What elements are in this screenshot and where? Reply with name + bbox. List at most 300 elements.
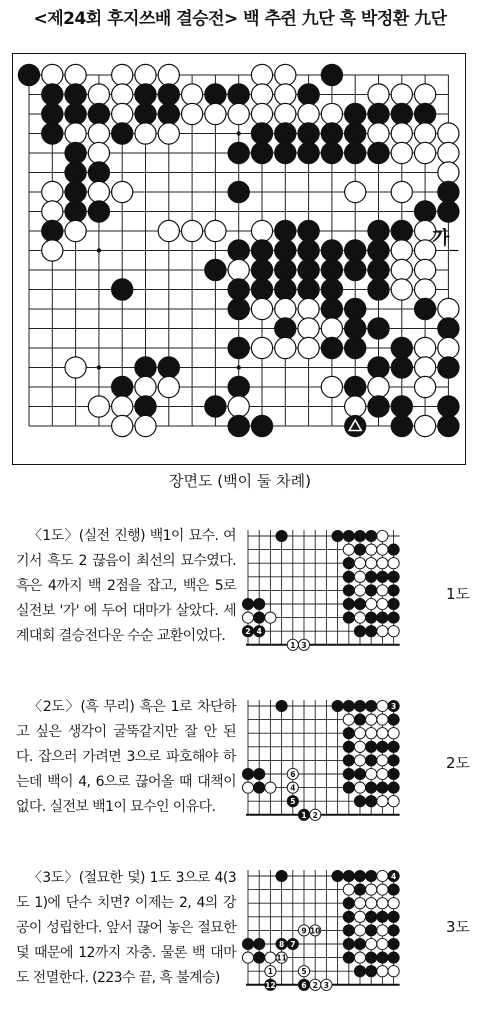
- white-stone: [275, 103, 296, 124]
- black-stone: [321, 142, 342, 163]
- black-stone: [391, 103, 412, 124]
- black-stone: [366, 952, 377, 963]
- main-go-board: [12, 53, 466, 465]
- black-stone: [251, 123, 272, 144]
- move-number: 5: [301, 967, 307, 977]
- black-stone: [298, 220, 319, 241]
- white-stone: [298, 337, 319, 358]
- black-stone: [254, 938, 265, 949]
- black-stone: [415, 298, 436, 319]
- white-stone: [228, 103, 249, 124]
- white-stone: [391, 279, 412, 300]
- move-number: 11: [276, 953, 287, 963]
- white-stone: [65, 220, 86, 241]
- black-stone: [275, 220, 296, 241]
- black-stone: [343, 598, 354, 609]
- black-stone: [366, 700, 377, 711]
- black-stone: [343, 585, 354, 596]
- white-stone: [377, 925, 388, 936]
- black-stone: [205, 84, 226, 105]
- white-stone: [368, 376, 389, 397]
- black-stone: [343, 530, 354, 541]
- white-stone: [265, 612, 276, 623]
- move-number: 1: [267, 967, 274, 977]
- black-stone: [388, 598, 399, 609]
- white-stone: [415, 123, 436, 144]
- black-stone: [298, 259, 319, 280]
- black-stone: [354, 966, 365, 977]
- black-stone: [254, 952, 265, 963]
- white-stone: [275, 84, 296, 105]
- star-point: [237, 365, 241, 369]
- black-stone: [343, 768, 354, 779]
- white-stone: [242, 612, 253, 623]
- black-stone: [368, 396, 389, 417]
- white-stone: [135, 64, 156, 85]
- white-stone: [88, 181, 109, 202]
- black-stone: [345, 259, 366, 280]
- white-stone: [205, 103, 226, 124]
- white-stone: [388, 898, 399, 909]
- white-stone: [438, 337, 459, 358]
- white-stone: [343, 884, 354, 895]
- black-stone: [228, 240, 249, 261]
- move-number: 3: [301, 640, 307, 650]
- move-number: 6: [301, 980, 307, 990]
- white-stone: [242, 782, 253, 793]
- black-stone: [368, 103, 389, 124]
- white-stone: [135, 123, 156, 144]
- diagram-2-board: [240, 698, 440, 828]
- white-stone: [242, 952, 253, 963]
- black-stone: [377, 952, 388, 963]
- black-stone: [332, 700, 343, 711]
- black-stone: [368, 259, 389, 280]
- white-stone: [321, 103, 342, 124]
- white-stone: [354, 755, 365, 766]
- white-stone: [135, 376, 156, 397]
- white-stone: [377, 870, 388, 881]
- black-stone: [366, 626, 377, 637]
- black-stone: [228, 84, 249, 105]
- black-stone: [343, 898, 354, 909]
- white-stone: [415, 142, 436, 163]
- white-stone: [438, 142, 459, 163]
- move-number: 6: [290, 770, 296, 779]
- white-stone: [321, 376, 342, 397]
- white-stone: [112, 64, 133, 85]
- black-stone: [298, 279, 319, 300]
- black-stone: [343, 571, 354, 582]
- black-stone: [275, 259, 296, 280]
- black-stone: [42, 220, 63, 241]
- black-stone: [275, 318, 296, 339]
- white-stone: [251, 103, 272, 124]
- white-stone: [354, 571, 365, 582]
- move-number: 4: [290, 783, 296, 793]
- black-stone: [343, 870, 354, 881]
- white-stone: [343, 714, 354, 725]
- white-stone: [366, 714, 377, 725]
- black-stone: [251, 142, 272, 163]
- white-stone: [377, 700, 388, 711]
- white-stone: [388, 558, 399, 569]
- black-stone: [388, 714, 399, 725]
- white-stone: [158, 220, 179, 241]
- move-number: 2: [312, 810, 318, 820]
- white-stone: [112, 181, 133, 202]
- white-stone: [377, 796, 388, 807]
- white-stone: [354, 925, 365, 936]
- black-stone: [354, 700, 365, 711]
- white-stone: [366, 544, 377, 555]
- black-stone: [368, 142, 389, 163]
- black-stone: [88, 103, 109, 124]
- marker-ga-label: 가: [432, 228, 450, 249]
- black-stone: [228, 298, 249, 319]
- black-stone: [18, 64, 39, 85]
- black-stone: [391, 220, 412, 241]
- white-stone: [251, 84, 272, 105]
- white-stone: [438, 162, 459, 183]
- black-stone: [354, 626, 365, 637]
- white-stone: [112, 103, 133, 124]
- black-stone: [112, 123, 133, 144]
- black-stone: [42, 103, 63, 124]
- black-stone: [343, 728, 354, 739]
- white-stone: [391, 123, 412, 144]
- black-stone: [388, 741, 399, 752]
- move-number: 9: [301, 926, 307, 936]
- white-stone: [265, 952, 276, 963]
- black-stone: [345, 337, 366, 358]
- black-stone: [354, 544, 365, 555]
- black-stone: [377, 741, 388, 752]
- white-stone: [65, 357, 86, 378]
- move-number: 3: [323, 980, 330, 990]
- black-stone: [158, 84, 179, 105]
- black-stone: [354, 714, 365, 725]
- black-stone: [158, 103, 179, 124]
- black-stone: [345, 298, 366, 319]
- black-stone: [388, 768, 399, 779]
- black-stone: [65, 162, 86, 183]
- diagram-1-board: [240, 528, 440, 658]
- black-stone: [276, 870, 287, 881]
- black-stone: [368, 240, 389, 261]
- white-stone: [366, 884, 377, 895]
- white-stone: [65, 64, 86, 85]
- black-stone: [345, 240, 366, 261]
- black-stone: [391, 415, 412, 436]
- black-stone: [438, 318, 459, 339]
- white-stone: [415, 376, 436, 397]
- white-stone: [354, 585, 365, 596]
- black-stone: [332, 870, 343, 881]
- black-stone: [276, 530, 287, 541]
- black-stone: [228, 415, 249, 436]
- white-stone: [42, 181, 63, 202]
- move-number: 1: [301, 810, 307, 820]
- white-stone: [251, 64, 272, 85]
- black-stone: [135, 357, 156, 378]
- black-stone: [343, 558, 354, 569]
- black-stone: [388, 782, 399, 793]
- white-stone: [251, 220, 272, 241]
- black-stone: [112, 279, 133, 300]
- white-stone: [391, 259, 412, 280]
- white-stone: [438, 298, 459, 319]
- black-stone: [354, 938, 365, 949]
- black-stone: [343, 952, 354, 963]
- black-stone: [321, 64, 342, 85]
- black-stone: [228, 181, 249, 202]
- black-stone: [343, 911, 354, 922]
- black-stone: [205, 396, 226, 417]
- black-stone: [298, 123, 319, 144]
- black-stone: [135, 103, 156, 124]
- black-stone: [242, 938, 253, 949]
- star-point: [237, 131, 241, 135]
- black-stone: [366, 612, 377, 623]
- move-number: 1: [290, 640, 296, 650]
- white-stone: [377, 938, 388, 949]
- black-stone: [388, 925, 399, 936]
- black-stone: [354, 768, 365, 779]
- black-stone: [345, 376, 366, 397]
- move-number: 4: [256, 627, 262, 637]
- black-stone: [88, 162, 109, 183]
- black-stone: [354, 530, 365, 541]
- black-stone: [391, 337, 412, 358]
- white-stone: [88, 123, 109, 144]
- black-stone: [354, 870, 365, 881]
- black-stone: [254, 598, 265, 609]
- white-stone: [228, 396, 249, 417]
- black-stone: [438, 357, 459, 378]
- white-stone: [135, 415, 156, 436]
- move-number: 5: [290, 797, 296, 807]
- white-stone: [377, 626, 388, 637]
- white-stone: [354, 558, 365, 569]
- white-stone: [182, 220, 203, 241]
- white-stone: [298, 103, 319, 124]
- black-stone: [65, 142, 86, 163]
- black-stone: [251, 279, 272, 300]
- black-stone: [275, 123, 296, 144]
- black-stone: [135, 84, 156, 105]
- move-number: 4: [390, 872, 397, 881]
- white-stone: [228, 259, 249, 280]
- black-stone: [112, 376, 133, 397]
- black-stone: [366, 741, 377, 752]
- black-stone: [158, 357, 179, 378]
- black-stone: [388, 755, 399, 766]
- black-stone: [205, 259, 226, 280]
- page-title: <제24회 후지쓰배 결승전> 백 추쥔 九단 흑 박정환 九단: [33, 9, 447, 29]
- black-stone: [65, 103, 86, 124]
- black-stone: [254, 768, 265, 779]
- white-stone: [205, 220, 226, 241]
- white-stone: [42, 240, 63, 261]
- black-stone: [377, 571, 388, 582]
- black-stone: [366, 755, 377, 766]
- black-stone: [332, 530, 343, 541]
- white-stone: [415, 357, 436, 378]
- black-stone: [354, 884, 365, 895]
- white-stone: [251, 298, 272, 319]
- black-stone: [345, 318, 366, 339]
- white-stone: [275, 298, 296, 319]
- move-number: 8: [278, 940, 285, 949]
- white-stone: [377, 898, 388, 909]
- black-stone: [42, 84, 63, 105]
- white-stone: [354, 952, 365, 963]
- white-stone: [377, 530, 388, 541]
- white-stone: [112, 415, 133, 436]
- diagram-3-label: 3도: [446, 918, 471, 936]
- white-stone: [321, 318, 342, 339]
- white-stone: [415, 415, 436, 436]
- black-stone: [377, 911, 388, 922]
- black-stone: [321, 298, 342, 319]
- paragraph-diagram-3: 〈3도〉(절묘한 덫) 1도 3으로 4(3도 1)에 단수 치면? 이제는 2, 4의 강공이 성립한다. 앞서 끊어 놓은 절묘한 덫 때문에 12까지 자충. 물론 백 대마도 전멸한다. (223수 끝, 흑 불계승): [16, 870, 236, 986]
- white-stone: [391, 142, 412, 163]
- black-stone: [366, 925, 377, 936]
- move-number: 2: [245, 627, 251, 637]
- white-stone: [391, 84, 412, 105]
- white-stone: [42, 64, 63, 85]
- white-stone: [251, 337, 272, 358]
- black-stone: [42, 123, 63, 144]
- white-stone: [88, 396, 109, 417]
- white-stone: [112, 396, 133, 417]
- white-stone: [158, 64, 179, 85]
- black-stone: [438, 181, 459, 202]
- black-stone: [251, 240, 272, 261]
- white-stone: [388, 966, 399, 977]
- white-stone: [377, 598, 388, 609]
- black-stone: [391, 396, 412, 417]
- black-stone: [228, 142, 249, 163]
- star-point: [97, 365, 101, 369]
- black-stone: [366, 966, 377, 977]
- black-stone: [343, 925, 354, 936]
- white-stone: [415, 84, 436, 105]
- move-number: 3: [390, 702, 397, 711]
- white-stone: [354, 898, 365, 909]
- black-stone: [298, 142, 319, 163]
- white-stone: [354, 741, 365, 752]
- white-stone: [388, 796, 399, 807]
- white-stone: [391, 240, 412, 261]
- white-stone: [354, 782, 365, 793]
- white-stone: [298, 298, 319, 319]
- black-stone: [242, 598, 253, 609]
- white-stone: [88, 142, 109, 163]
- white-stone: [415, 337, 436, 358]
- black-stone: [377, 782, 388, 793]
- black-stone: [298, 84, 319, 105]
- black-stone: [388, 938, 399, 949]
- white-stone: [377, 728, 388, 739]
- white-stone: [391, 181, 412, 202]
- white-stone: [88, 84, 109, 105]
- black-stone: [388, 571, 399, 582]
- black-stone: [377, 612, 388, 623]
- black-stone: [343, 612, 354, 623]
- white-stone: [366, 728, 377, 739]
- black-stone: [438, 396, 459, 417]
- white-stone: [388, 626, 399, 637]
- black-stone: [366, 911, 377, 922]
- black-stone: [251, 415, 272, 436]
- black-stone: [321, 279, 342, 300]
- black-stone: [368, 220, 389, 241]
- black-stone: [415, 103, 436, 124]
- black-stone: [251, 259, 272, 280]
- black-stone: [275, 279, 296, 300]
- move-number: 12: [265, 980, 276, 990]
- white-stone: [377, 768, 388, 779]
- black-stone: [321, 123, 342, 144]
- white-stone: [158, 123, 179, 144]
- white-stone: [366, 598, 377, 609]
- white-stone: [354, 911, 365, 922]
- black-stone: [388, 884, 399, 895]
- black-stone: [228, 376, 249, 397]
- white-stone: [354, 612, 365, 623]
- black-stone: [366, 585, 377, 596]
- black-stone: [345, 103, 366, 124]
- white-stone: [377, 585, 388, 596]
- white-stone: [345, 181, 366, 202]
- black-stone: [135, 396, 156, 417]
- white-stone: [182, 103, 203, 124]
- black-stone: [343, 938, 354, 949]
- white-stone: [377, 884, 388, 895]
- black-stone: [354, 598, 365, 609]
- white-stone: [275, 64, 296, 85]
- white-stone: [343, 544, 354, 555]
- black-stone: [254, 782, 265, 793]
- black-stone: [65, 84, 86, 105]
- black-stone: [65, 201, 86, 222]
- black-stone: [438, 415, 459, 436]
- white-stone: [182, 84, 203, 105]
- diagram-1-label: 1도: [446, 585, 471, 603]
- black-stone: [343, 755, 354, 766]
- black-stone: [321, 240, 342, 261]
- white-stone: [366, 938, 377, 949]
- move-number: 10: [309, 926, 321, 936]
- white-stone: [377, 714, 388, 725]
- black-stone: [388, 544, 399, 555]
- black-stone: [366, 870, 377, 881]
- star-point: [97, 248, 101, 252]
- black-stone: [345, 123, 366, 144]
- white-stone: [377, 966, 388, 977]
- white-stone: [377, 755, 388, 766]
- white-stone: [112, 84, 133, 105]
- black-stone: [321, 259, 342, 280]
- black-stone: [388, 585, 399, 596]
- black-stone: [345, 142, 366, 163]
- white-stone: [377, 558, 388, 569]
- black-stone: [388, 612, 399, 623]
- black-stone: [242, 768, 253, 779]
- black-stone: [254, 612, 265, 623]
